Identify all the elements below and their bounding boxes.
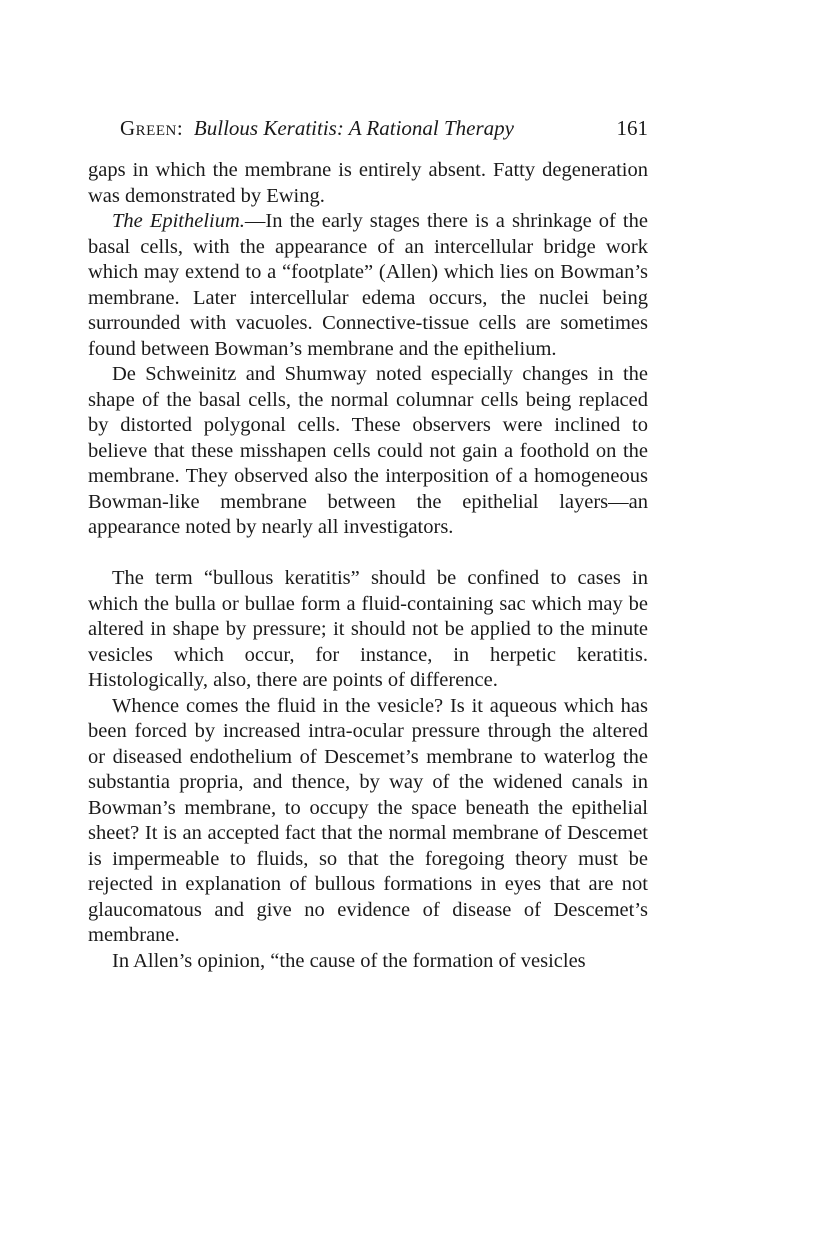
running-header: [88, 108, 648, 148]
header-title: Bullous Keratitis: A Rational Therapy: [193, 116, 514, 140]
paragraph-epithelium-text: —In the early stages there is a shrinkage of the basal cells, with the appearance of an intercellular bridge work which may extend to a “footplate” (Allen) which lies on Bowman’s membrane. Later intercellular edema occurs, the nuclei being surrounded with vacuoles. Connective-tissue cells are sometimes found between Bowman’s membrane and the epithelium.: [88, 210, 648, 360]
header-author: Green: [120, 116, 177, 140]
section-heading-epithelium: The Epithelium.: [112, 210, 245, 232]
document-page: [88, 108, 648, 974]
body-text: [88, 158, 648, 974]
paragraph-fluid-origin: Whence comes the fluid in the vesicle? Is it aqueous which has been forced by increased intra-ocular pressure through the altered or diseased endothelium of Descemet’s membrane to waterlog the substantia propria, and thence, by way of the widened canals in Bowman’s membrane, to occupy the space beneath the epithelial sheet? It is an accepted fact that the normal membrane of Descemet is impermeable to fluids, so that the foregoing theory must be rejected in explanation of bullous formations in eyes that are not glaucomatous and give no evidence of disease of Descemet’s membrane.: [88, 694, 648, 946]
paragraph-de-schweinitz: De Schweinitz and Shumway noted especially changes in the shape of the basal cells, the normal columnar cells being replaced by distorted polygonal cells. These observers were inclined to believe that these misshapen cells could not gain a foothold on the membrane. They observed also the interposition of a homogeneous Bowman-like membrane between the epithelial layers—an appearance noted by nearly all investigators.: [88, 363, 648, 538]
paragraph-bullous-term: The term “bullous keratitis” should be confined to cases in which the bulla or bullae form a fluid-containing sac which may be altered in shape by pressure; it should not be applied to the minute vesicles which occur, for instance, in herpetic keratitis. Histologically, also, there are points of difference.: [88, 567, 648, 691]
header-separator: :: [176, 116, 183, 140]
paragraph-allen-opinion: In Allen’s opinion, “the cause of the formation of vesicles: [112, 949, 586, 972]
paragraph-epithelium: [88, 209, 648, 362]
page-number: 161: [616, 116, 648, 140]
paragraph-continued: gaps in which the membrane is entirely absent. Fatty degeneration was demonstrated by Ewing.: [88, 159, 648, 207]
